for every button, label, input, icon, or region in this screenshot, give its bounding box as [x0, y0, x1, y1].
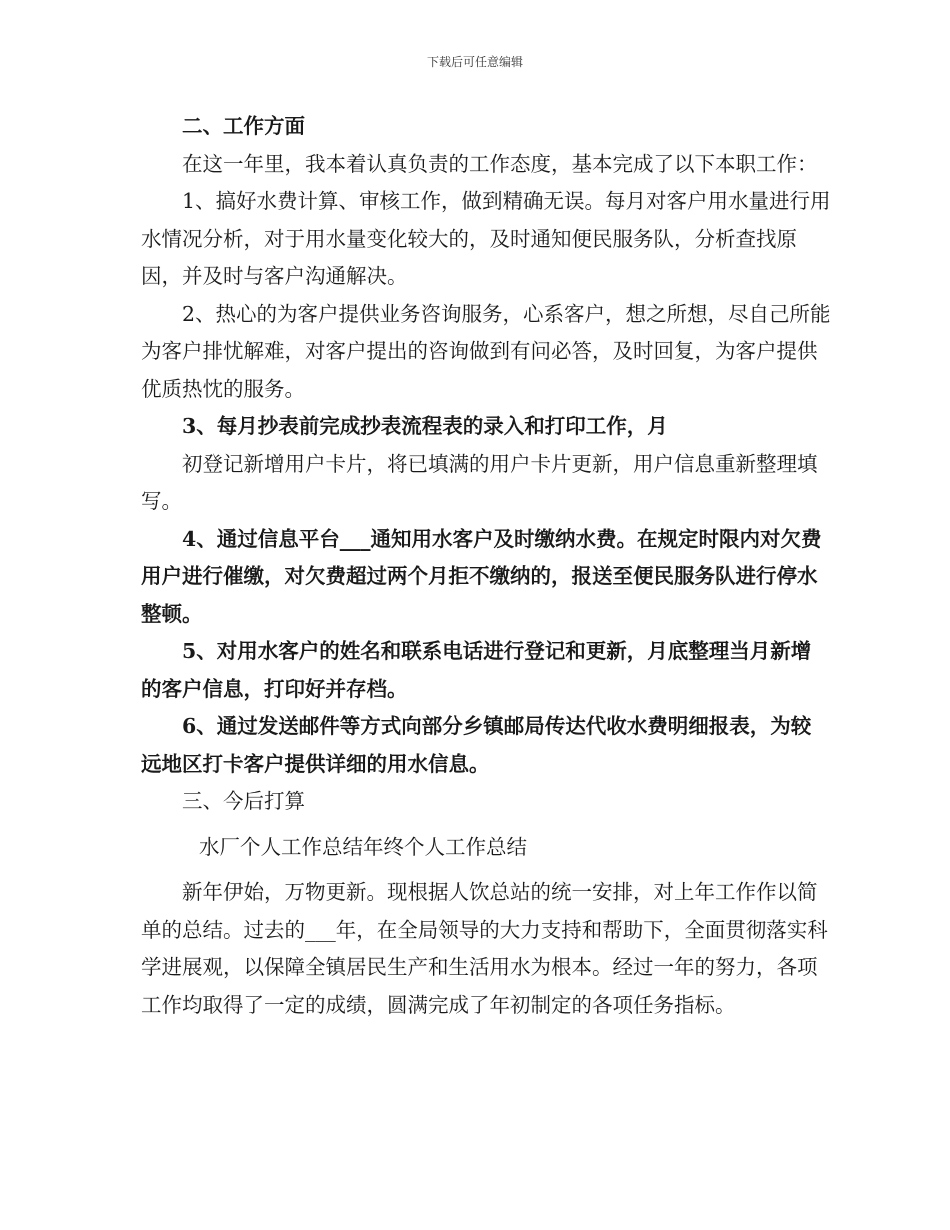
paragraph-item-5: 5、对用水客户的姓名和联系电话进行登记和更新，月底整理当月新增的客户信息，打印好并存档。: [141, 639, 812, 701]
document-subtitle: 水厂个人工作总结年终个人工作总结: [199, 834, 527, 859]
paragraph-item-6: 6、通过发送邮件等方式向部分乡镇邮局传达代收水费明细报表，为较远地区打卡客户提供详细的用水信息。: [141, 714, 812, 776]
paragraph-intro: 在这一年里，我本着认真负责的工作态度，基本完成了以下本职工作：: [182, 151, 818, 176]
section-heading-plans: 三、今后打算: [182, 789, 305, 813]
paragraph-item-1: 1、搞好水费计算、审核工作，做到精确无误。每月对客户用水量进行用水情况分析，对于用水量变化较大的，及时通知便民服务队，分析查找原因，并及时与客户沟通解决。: [141, 189, 831, 288]
paragraph-item-3-cont: 初登记新增用户卡片，将已填满的用户卡片更新，用户信息重新整理填写。: [141, 451, 818, 513]
section-heading-work: 二、工作方面: [182, 114, 305, 138]
paragraph-item-4: 4、通过信息平台___通知用水客户及时缴纳水费。在规定时限内对欠费用户进行催缴，对欠费超过两个月拒不缴纳的，报送至便民服务队进行停水整顿。: [141, 526, 822, 626]
paragraph-item-3: 3、每月抄表前完成抄表流程表的录入和打印工作，月: [182, 414, 668, 438]
page-header-note: 下载后可任意编辑: [426, 55, 523, 69]
paragraph-closing: 新年伊始，万物更新。现根据人饮总站的统一安排，对上年工作作以简单的总结。过去的___年，在全局领导的大力支持和帮助下，全面贯彻落实科学进展观，以保障全镇居民生产和生活用水为根本。经过一年的努力，各项工作均取得了一定的成绩，圆满完成了年初制定的各项任务指标。: [141, 880, 828, 1017]
paragraph-item-2: 2、热心的为客户提供业务咨询服务，心系客户，想之所想，尽自己所能为客户排忧解难，对客户提出的咨询做到有问必答，及时回复，为客户提供优质热忱的服务。: [141, 301, 831, 401]
document-body: [141, 108, 831, 1024]
